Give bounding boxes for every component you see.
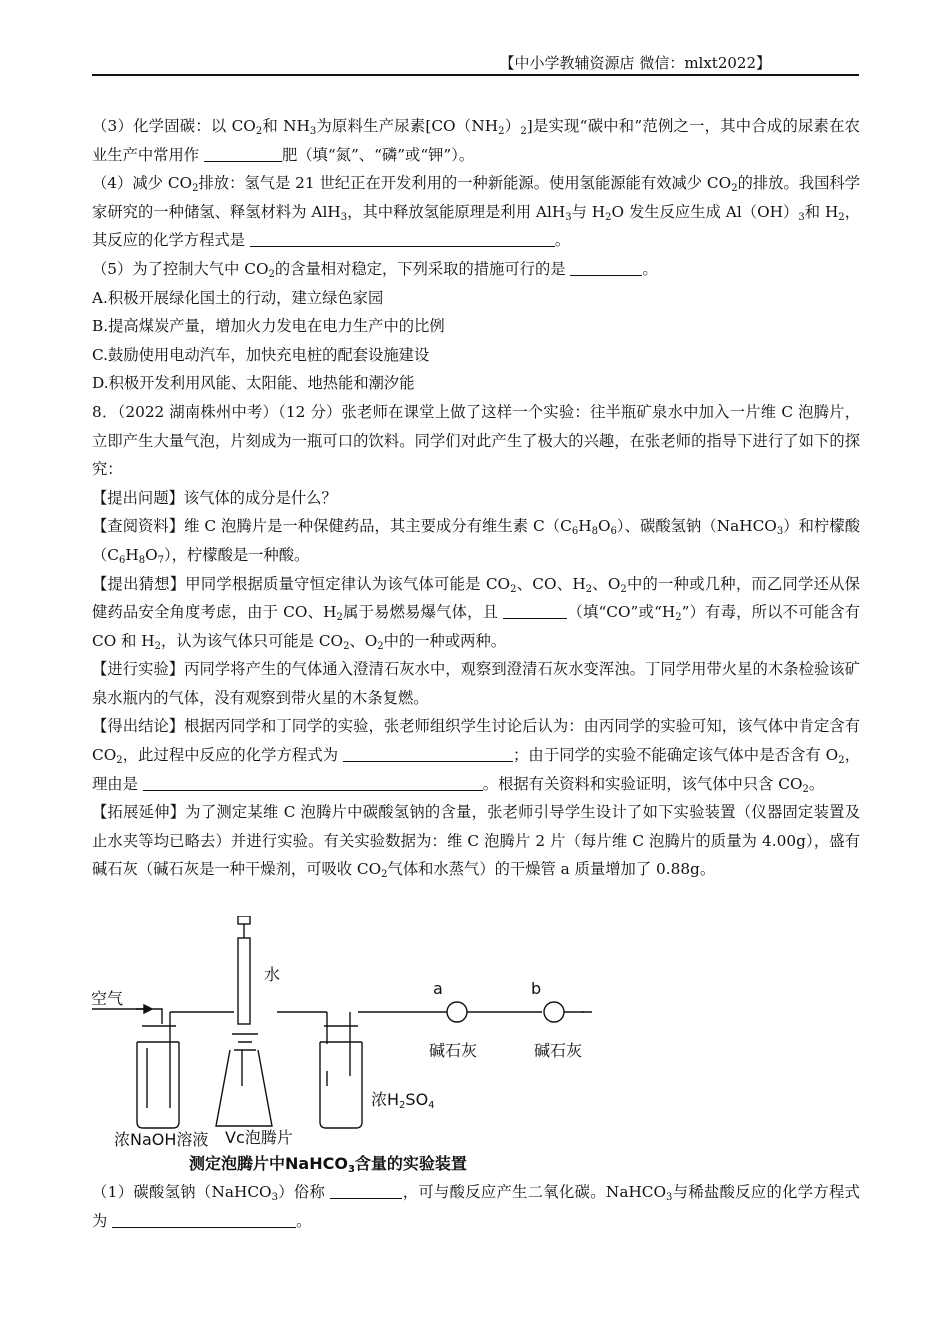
soda-lime-b-label: 碱石灰	[534, 1041, 583, 1060]
question-8-1: （1）碳酸氢钠（NaHCO$_3$）俗称 ，可与酸反应产生二氧化碳。NaHCO$_3$与稀盐酸反应的化学方程式为 。	[92, 1183, 860, 1230]
question-5: （5）为了控制大气中 $CO_2$的含量相对稳定，下列采取的措施可行的是 。	[92, 259, 658, 280]
vc-tablet-label: Vc泡腾片	[225, 1128, 293, 1147]
question-8-hypothesis: 【提出猜想】甲同学根据质量守恒定律认为该气体可能是 $CO_2$、CO、$H_2$、$O_2$中的一种或几种，而乙同学还从保健药品安全角度考虑，由于 CO、$H_2$属于易燃易爆气体，且 （填“CO”或“$H_2$”）有毒，所以不可能含有 CO 和 $H_2$，认为该气体只可能是 $CO_2$、$O_2$中的一种或两种。	[92, 574, 861, 652]
question-8-reference: 【查阅资料】维 C 泡腾片是一种保健药品，其主要成分有维生素 $C(C_6H_8O_6)$、碳酸氢钠（NaHCO$_3$）和柠檬酸$(C_6H_8O_7)$，柠檬酸是一种酸。	[92, 517, 860, 566]
water-label: 水	[264, 965, 281, 984]
question-content	[92, 112, 860, 884]
question-8-intro: 8．（2022 湖南株州中考）（12 分）张老师在课堂上做了这样一个实验：往半瓶矿泉水中加入一片维 C 泡腾片，立即产生大量气泡，片刻成为一瓶可口的饮料。同学们对此产生了极大的兴趣，在张老师的指导下进行了如下的探究：	[92, 402, 860, 479]
answer-blank[interactable]	[570, 258, 642, 276]
soda-lime-a-label: 碱石灰	[429, 1041, 478, 1060]
naoh-label: 浓NaOH溶液	[114, 1130, 209, 1149]
answer-blank[interactable]	[112, 1210, 296, 1228]
tube-b-label: b	[531, 979, 542, 998]
air-label: 空气	[92, 989, 124, 1008]
question-8-conclusion: 【得出结论】根据丙同学和丁同学的实验，张老师组织学生讨论后认为：由丙同学的实验可知，该气体中肯定含有 $CO_2$，此过程中反应的化学方程式为 ；由于同学的实验不能确定该气体中是否含有 $O_2$，理由是 。根据有关资料和实验证明，该气体中只含 $CO_2$。	[92, 717, 860, 795]
answer-blank[interactable]	[503, 601, 567, 619]
apparatus-diagram	[92, 916, 592, 1174]
h2so4-label: 浓H2SO4	[371, 1090, 435, 1111]
experiment-apparatus-figure	[92, 916, 592, 1174]
option-a: A.积极开展绿化国土的行动，建立绿色家园	[92, 288, 384, 307]
question-8-problem: 【提出问题】该气体的成分是什么？	[92, 488, 337, 507]
option-d: D.积极开发利用风能、太阳能、地热能和潮汐能	[92, 374, 415, 393]
question-4: （4）减少 $CO_2$排放：氢气是 21 世纪正在开发利用的一种新能源。使用氢能源能有效减少 $CO_2$的排放。我国科学家研究的一种储氢、释氢材料为 AlH$_3$，其中释放氢能原理是利用 AlH$_3$与 $H_2O$ 发生反应生成 $Al(OH)_3$和 $H_2$，其反应的化学方程式是 。	[92, 174, 860, 250]
option-b: B.提高煤炭产量，增加火力发电在电力生产中的比例	[92, 317, 445, 336]
answer-blank[interactable]	[343, 744, 513, 762]
question-3: （3）化学固碳：以 $CO_2$和 $NH_3$为原料生产尿素$[CO(NH_2)_2]$是实现“碳中和”范例之一，其中合成的尿素在农业生产中常用作 肥（填“氮”、“磷”或“钾”）。	[92, 117, 860, 164]
answer-blank[interactable]	[143, 773, 483, 791]
question-8-extension: 【拓展延伸】为了测定某维 C 泡腾片中碳酸氢钠的含量，张老师引导学生设计了如下实验装置（仪器固定装置及止水夹等均已略去）并进行实验。有关实验数据为：维 C 泡腾片 2 片（每片维 C 泡腾片的质量为 4.00g），盛有碱石灰（碱石灰是一种干燥剂，可吸收 $CO_2$气体和水蒸气）的干燥管 a 质量增加了 0.88g。	[92, 803, 860, 881]
answer-blank[interactable]	[330, 1181, 402, 1199]
question-8-experiment: 【进行实验】丙同学将产生的气体通入澄清石灰水中，观察到澄清石灰水变浑浊。丁同学用带火星的木条检验该矿泉水瓶内的气体，没有观察到带火星的木条复燃。	[92, 660, 860, 707]
figure-caption: 测定泡腾片中NaHCO$_3$含量的实验装置	[189, 1154, 467, 1175]
answer-blank[interactable]	[250, 229, 555, 247]
answer-blank[interactable]	[204, 144, 282, 162]
page-header: 【中小学教辅资源店 微信：mlxt2022】	[92, 52, 859, 76]
option-c: C.鼓励使用电动汽车，加快充电桩的配套设施建设	[92, 345, 430, 364]
tube-a-label: a	[433, 979, 443, 998]
